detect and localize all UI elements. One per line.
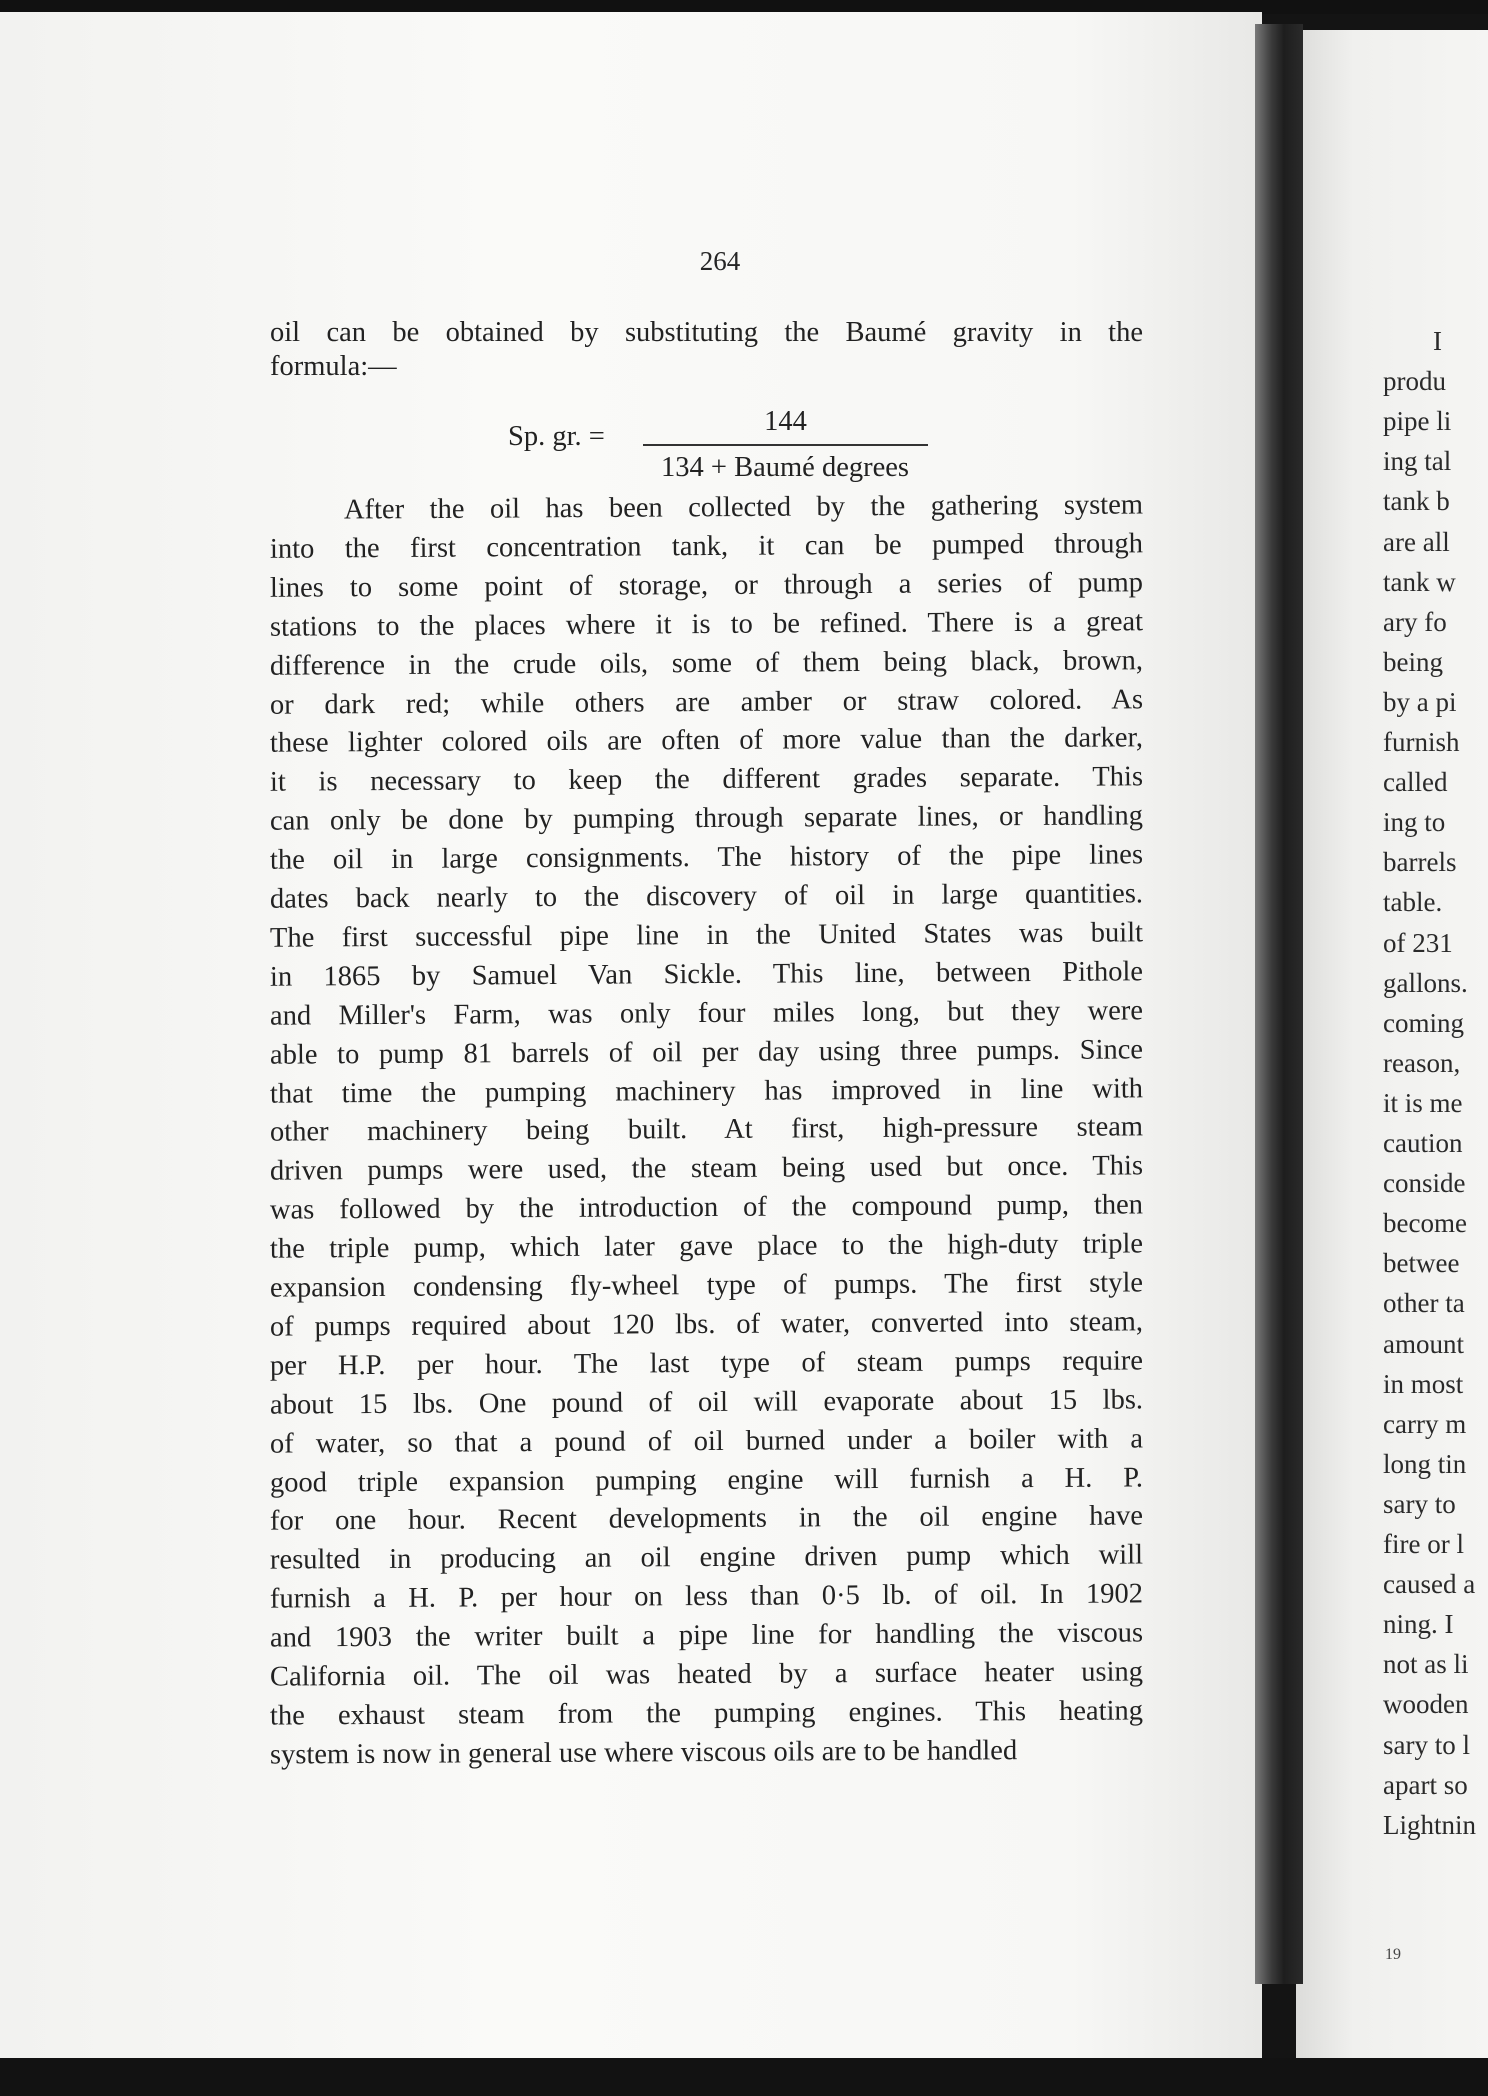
right-page-line: being: [1383, 647, 1443, 677]
right-page-line: fire or l: [1383, 1529, 1464, 1559]
right-page-line: ning. I: [1383, 1609, 1454, 1639]
right-page-line: caused a: [1383, 1569, 1476, 1599]
right-page-line: become: [1383, 1208, 1467, 1238]
body-line: per H.P. per hour. The last type of steam pumps require: [269, 1345, 1144, 1382]
right-page-line: other ta: [1383, 1288, 1465, 1318]
right-page-line: gallons.: [1383, 968, 1468, 998]
body-line: it is necessary to keep the different grades separate. This: [269, 761, 1144, 798]
intro-line: formula:—: [270, 351, 397, 382]
right-page-line: long tin: [1383, 1449, 1467, 1479]
right-page-line: ary fo: [1383, 607, 1447, 637]
body-line: in 1865 by Samuel Van Sickle. This line, between Pithole: [269, 956, 1144, 993]
right-page-line: sary to: [1383, 1489, 1456, 1519]
right-page-line: betwee: [1383, 1248, 1460, 1278]
bottom-border: [0, 2058, 1488, 2096]
fraction-bar: [643, 444, 928, 446]
body-line: the exhaust steam from the pumping engines. This heating: [269, 1695, 1144, 1732]
right-page-line: of 231: [1383, 928, 1453, 958]
body-line: expansion condensing fly-wheel type of pumps. The first style: [269, 1267, 1144, 1304]
body-line: and Miller's Farm, was only four miles long, but they were: [269, 995, 1144, 1032]
right-page-line: called: [1383, 767, 1448, 797]
body-line: furnish a H. P. per hour on less than 0·5 lb. of oil. In 1902: [269, 1578, 1144, 1615]
body-line: of water, so that a pound of oil burned under a boiler with a: [269, 1423, 1144, 1460]
body-line: these lighter colored oils are often of more value than the darker,: [269, 722, 1144, 759]
body-line: difference in the crude oils, some of them being black, brown,: [269, 645, 1144, 682]
body-line: system is now in general use where viscous oils are to be handled: [269, 1735, 1018, 1771]
body-line: good triple expansion pumping engine will furnish a H. P.: [269, 1462, 1144, 1499]
right-page-line: ing to: [1383, 807, 1446, 837]
right-page-line: furnish: [1383, 727, 1460, 757]
right-page-line: I: [1433, 326, 1442, 356]
body-line: After the oil has been collected by the gathering system: [343, 489, 1144, 526]
body-line: the oil in large consignments. The history of the pipe lines: [269, 839, 1144, 876]
body-line: or dark red; while others are amber or straw colored. As: [269, 684, 1144, 721]
right-page-line: caution: [1383, 1128, 1463, 1158]
right-page-line: by a pi: [1383, 687, 1457, 717]
body-line: stations to the places where it is to be refined. There is a great: [269, 606, 1144, 643]
right-page-line: reason,: [1383, 1048, 1461, 1078]
formula-numerator: 144: [764, 406, 807, 437]
right-page-line: amount: [1383, 1329, 1464, 1359]
right-page-line: ing tal: [1383, 446, 1452, 476]
right-page-footer: 19: [1385, 1946, 1401, 1963]
formula-denominator: 134 + Baumé degrees: [661, 452, 909, 483]
body-line: California oil. The oil was heated by a surface heater using: [269, 1656, 1144, 1693]
formula-lhs: Sp. gr. =: [508, 421, 605, 452]
right-page-line: tank b: [1383, 486, 1450, 516]
body-line: other machinery being built. At first, high-pressure steam: [269, 1111, 1144, 1148]
body-line: that time the pumping machinery has improved in line with: [269, 1073, 1144, 1110]
body-line: can only be done by pumping through separate lines, or handling: [269, 800, 1144, 837]
body-line: able to pump 81 barrels of oil per day using three pumps. Since: [269, 1034, 1144, 1071]
body-line: of pumps required about 120 lbs. of water, converted into steam,: [269, 1306, 1144, 1343]
body-line: for one hour. Recent developments in the oil engine have: [269, 1500, 1144, 1537]
right-page-line: produ: [1383, 366, 1446, 396]
right-page-line: sary to l: [1383, 1730, 1470, 1760]
book-gutter: [1255, 24, 1303, 1984]
body-line: about 15 lbs. One pound of oil will evaporate about 15 lbs.: [269, 1384, 1144, 1421]
body-line: and 1903 the writer built a pipe line for handling the viscous: [269, 1617, 1144, 1654]
right-page-line: it is me: [1383, 1088, 1463, 1118]
right-page-line: wooden: [1383, 1689, 1469, 1719]
right-page-line: tank w: [1383, 567, 1456, 597]
body-line: lines to some point of storage, or through a series of pump: [269, 567, 1144, 604]
right-page-line: barrels: [1383, 847, 1457, 877]
right-page-line: conside: [1383, 1168, 1466, 1198]
body-line: into the first concentration tank, it can be pumped through: [269, 528, 1144, 565]
body-line: driven pumps were used, the steam being used but once. This: [269, 1150, 1144, 1187]
right-page-line: coming: [1383, 1008, 1464, 1038]
right-page-line: carry m: [1383, 1409, 1467, 1439]
body-line: dates back nearly to the discovery of oil in large quantities.: [269, 878, 1144, 915]
body-line: the triple pump, which later gave place to the high-duty triple: [269, 1228, 1144, 1265]
right-page-line: apart so: [1383, 1770, 1468, 1800]
page-number: 264: [699, 246, 741, 276]
right-page-line: pipe li: [1383, 406, 1452, 436]
right-page-line: table.: [1383, 887, 1443, 917]
right-page-line: in most: [1383, 1369, 1464, 1399]
body-line: was followed by the introduction of the compound pump, then: [269, 1189, 1144, 1226]
right-page-line: not as li: [1383, 1649, 1469, 1679]
body-line: The first successful pipe line in the United States was built: [269, 917, 1144, 954]
body-line: resulted in producing an oil engine driven pump which will: [269, 1539, 1144, 1576]
intro-line: oil can be obtained by substituting the Baumé gravity in the: [270, 317, 1143, 348]
right-page-line: are all: [1383, 527, 1450, 557]
right-page-line: Lightnin: [1383, 1810, 1476, 1840]
